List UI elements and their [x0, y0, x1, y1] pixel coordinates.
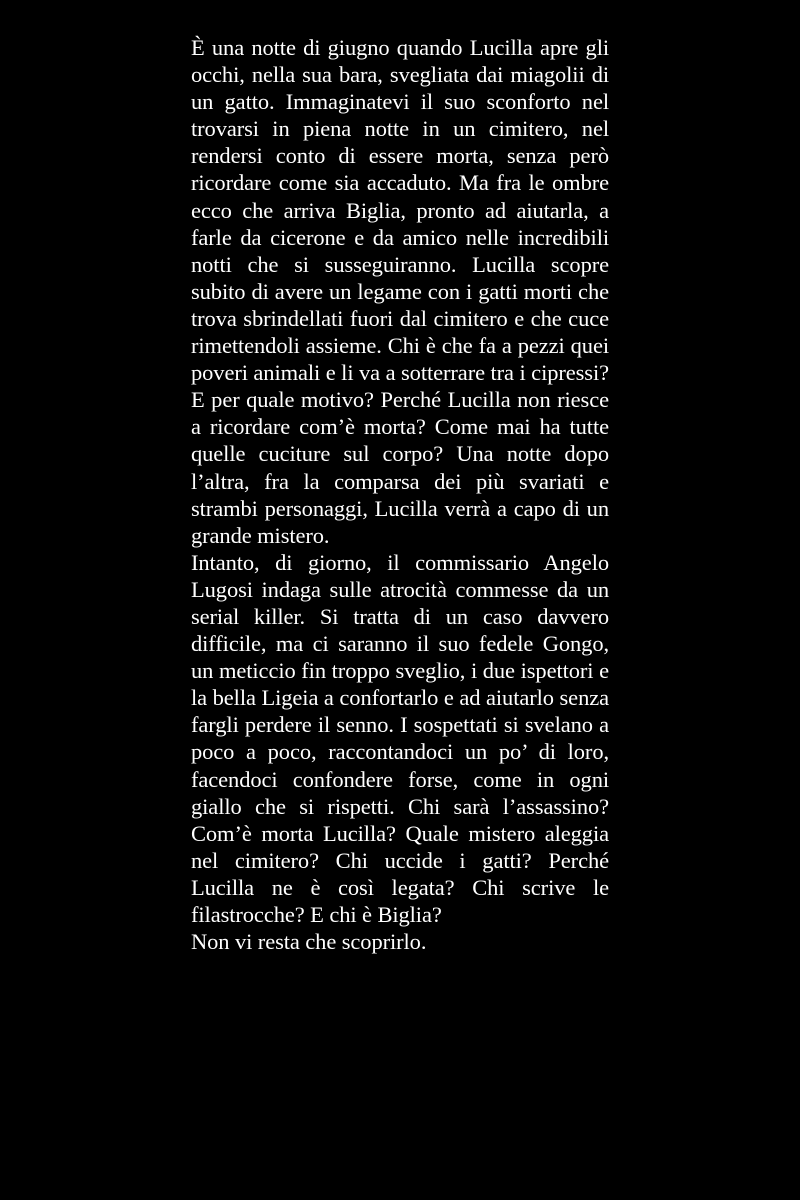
synopsis-text-block	[191, 34, 609, 955]
paragraph-3: Non vi resta che scoprirlo.	[191, 929, 427, 955]
paragraph-2: Intanto, di giorno, il commissario Angelo Lugosi indaga sulle atrocità commesse da un serial killer. Si tratta di un caso davvero difficile, ma ci saranno il suo fedele Gongo, un meticcio fin troppo sveglio, i due ispettori e la bella Ligeia a confortarlo e ad aiutarlo senza fargli perdere il senno. I sospettati si svelano a poco a poco, raccontandoci un po’ di loro, facendoci confondere forse, come in ogni giallo che si rispetti. Chi sarà l’assassino? Com’è morta Lucilla? Quale mistero aleggia nel cimitero? Chi uccide i gatti? Perché Lucilla ne è così legata? Chi scrive le filastrocche? E chi è Biglia?	[191, 549, 609, 927]
paragraph-1: È una notte di giugno quando Lucilla apre gli occhi, nella sua bara, svegliata dai miagolii di un gatto. Immaginatevi il suo sconforto nel trovarsi in piena notte in un cimitero, nel rendersi conto di essere morta, senza però ricordare come sia accaduto. Ma fra le ombre ecco che arriva Biglia, pronto ad aiutarla, a farle da cicerone e da amico nelle incredibili notti che si susseguiranno. Lucilla scopre subito di avere un legame con i gatti morti che trova sbrindellati fuori dal cimitero e che cuce rimettendoli assieme. Chi è che fa a pezzi quei poveri animali e li va a sotterrare tra i cipressi? E per quale motivo? Perché Lucilla non riesce a ricordare com’è morta? Come mai ha tutte quelle cuciture sul corpo? Una notte dopo l’altra, fra la comparsa dei più svariati e strambi personaggi, Lucilla verrà a capo di un grande mistero.	[191, 35, 609, 548]
